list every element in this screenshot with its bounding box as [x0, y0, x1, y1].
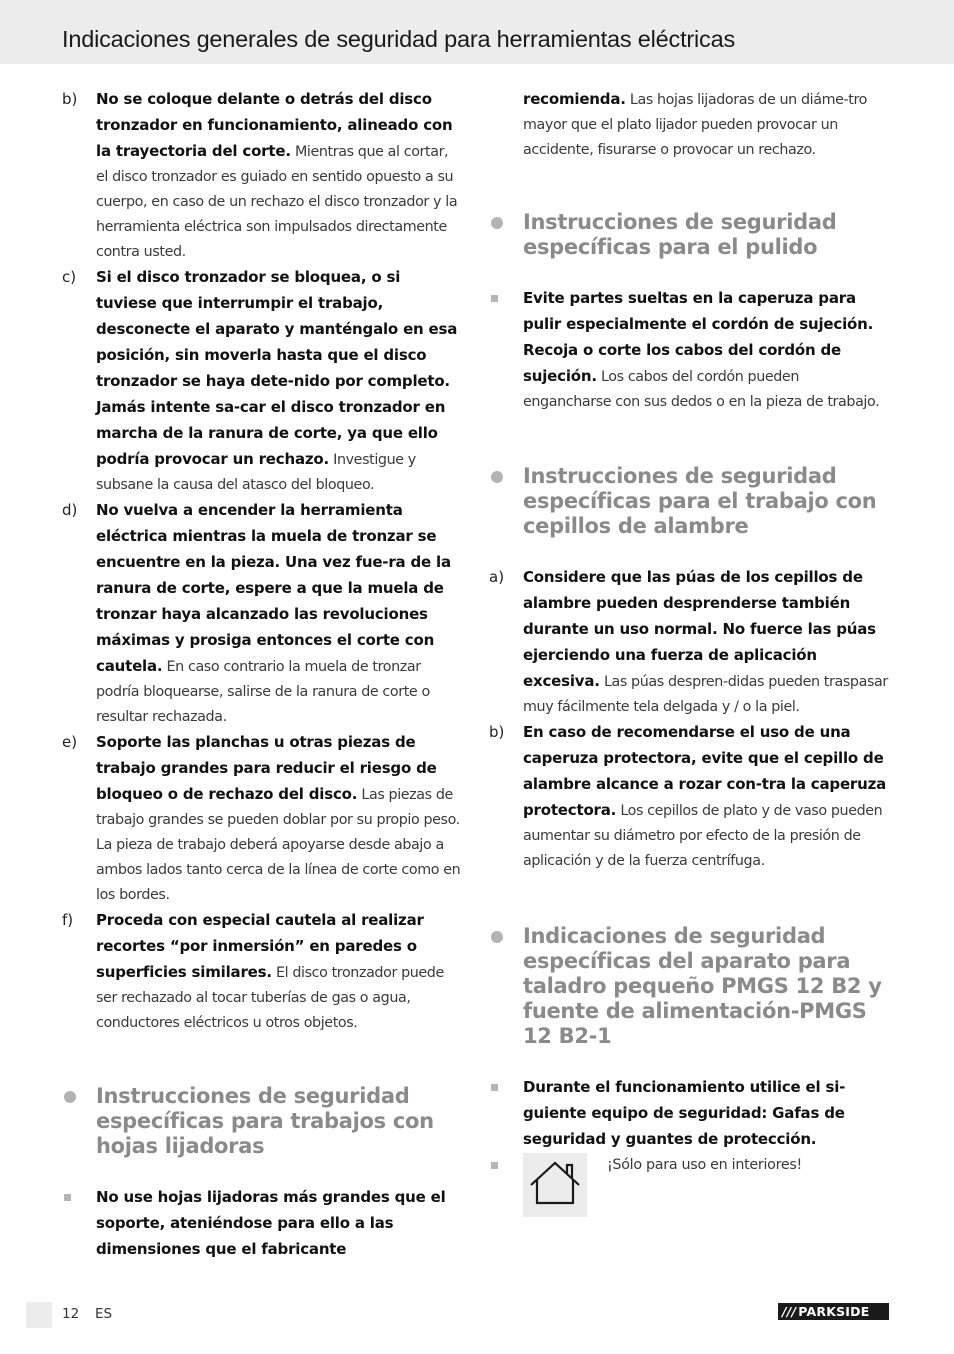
- brand-slashes: ///: [782, 1304, 797, 1319]
- item-bold-text: Durante el funcionamiento utilice el si-guiente equipo de seguridad: Gafas de seguridad y guantes de protección.: [523, 1078, 846, 1148]
- item-marker: b): [489, 723, 505, 741]
- footer-marker: [26, 1302, 52, 1328]
- list-item: [62, 1185, 464, 1263]
- brand-name: PARKSIDE: [798, 1304, 870, 1319]
- section-heading-polishing: Instrucciones de seguridad específicas para el pulido: [489, 210, 891, 260]
- left-column: [62, 87, 464, 1263]
- bullet-dot-icon: [64, 1091, 76, 1103]
- list-item: [489, 565, 891, 720]
- item-marker: e): [62, 733, 78, 751]
- square-bullet-icon: [491, 1084, 498, 1091]
- item-bold-text: Soporte las planchas u otras piezas de trabajo grandes para reducir el riesgo de bloqueo o de rechazo del disco.: [96, 733, 437, 803]
- language-code: ES: [95, 1306, 113, 1322]
- list-item: [62, 730, 464, 908]
- item-bold-text: No vuelva a encender la herramienta eléctrica mientras la muela de tronzar se encuentre en la pieza. Una vez fue-ra de la ranura de corte, espere a que la muela de tronzar haya alcanzado las revoluciones máximas y prosiga entonces el corte con cautela.: [96, 501, 451, 675]
- list-item: [489, 286, 891, 415]
- item-text: Las púas despren-didas pueden traspasar muy fácilmente tela delgada y / o la piel.: [523, 674, 888, 715]
- list-item: [62, 908, 464, 1036]
- square-bullet-icon: [64, 1194, 71, 1201]
- item-text: Las hojas lijadoras de un diáme-tro mayor que el plato lijador pueden provocar un accidente, fisurarse o provocar un rechazo.: [523, 92, 867, 158]
- list-item: [489, 1075, 891, 1153]
- list-item: [62, 498, 464, 730]
- square-bullet-icon: [491, 295, 498, 302]
- item-bold-text: En caso de recomendarse el uso de una caperuza protectora, evite que el cepillo de alambre alcance a rozar con-tra la caperuza protectora.: [523, 723, 887, 819]
- item-bold-text: Considere que las púas de los cepillos de alambre pueden desprenderse también durante un uso normal. No fuerce las púas ejerciendo una fuerza de aplicación excesiva.: [523, 568, 876, 690]
- list-item: [489, 720, 891, 874]
- list-item: [62, 87, 464, 265]
- item-text: El disco tronzador puede ser rechazado al tocar tuberías de gas o agua, conductores eléctricos u otros objetos.: [96, 965, 444, 1031]
- bullet-dot-icon: [491, 471, 503, 483]
- bullet-dot-icon: [491, 931, 503, 943]
- item-marker: f): [62, 911, 74, 929]
- item-marker: d): [62, 501, 78, 519]
- item-bold-text: Evite partes sueltas en la caperuza para pulir especialmente el cordón de sujeción. Recoja o corte los cabos del cordón de sujeción.: [523, 289, 874, 385]
- section-heading-wire-brush: Instrucciones de seguridad específicas para el trabajo con cepillos de alambre: [489, 464, 891, 539]
- item-text: Los cabos del cordón pueden engancharse con sus dedos o en la pieza de trabajo.: [523, 369, 880, 410]
- brand-logo: [778, 1303, 889, 1320]
- item-text: En caso contrario la muela de tronzar podría bloquearse, salirse de la ranura de corte o resultar rechazada.: [96, 659, 430, 725]
- item-bold-text: Si el disco tronzador se bloquea, o si tuviese que interrumpir el trabajo, desconecte el aparato y manténgalo en esa posición, sin moverla hasta que el disco tronzador se haya dete-nido por completo. Jamás intente sa-car el disco tronzador en marcha de la ranura de corte, ya que ello podría provocar un rechazo.: [96, 268, 458, 468]
- item-bold-text: Proceda con especial cautela al realizar recortes “por inmersión” en paredes o superficies similares.: [96, 911, 424, 981]
- item-marker: b): [62, 90, 78, 108]
- section-heading-device: Indicaciones de seguridad específicas del aparato para taladro pequeño PMGS 12 B2 y fuente de alimentación-PMGS 12 B2-1: [489, 924, 891, 1049]
- item-text: Investigue y subsane la causa del atasco del bloqueo.: [96, 452, 416, 493]
- house-icon: [523, 1153, 587, 1217]
- item-text: Las piezas de trabajo grandes se pueden doblar por su propio peso. La pieza de trabajo deberá apoyarse desde abajo a ambos lados tanto cerca de la línea de corte como en los bordes.: [96, 787, 461, 903]
- page-title: Indicaciones generales de seguridad para herramientas eléctricas: [62, 26, 736, 52]
- item-bold-text: No se coloque delante o detrás del disco tronzador en funcionamiento, alineado con la trayectoria del corte.: [96, 90, 453, 160]
- right-column: [489, 87, 891, 1223]
- list-item: [62, 265, 464, 498]
- indoor-use-row: [489, 1153, 891, 1223]
- item-bold-text: recomienda.: [523, 90, 626, 108]
- page-number: 12: [62, 1306, 80, 1322]
- item-text: Mientras que al cortar, el disco tronzador es guiado en sentido opuesto a su cuerpo, en caso de un rechazo el disco tronzador y la herramienta eléctrica son impulsados directamente contra usted.: [96, 144, 458, 260]
- bullet-dot-icon: [491, 217, 503, 229]
- item-marker: c): [62, 268, 77, 286]
- section-heading-sanding: Instrucciones de seguridad específicas para trabajos con hojas lijadoras: [62, 1084, 464, 1159]
- indoor-use-label: ¡Sólo para uso en interiores!: [607, 1157, 802, 1173]
- list-item-continuation: [489, 87, 891, 163]
- square-bullet-icon: [491, 1162, 498, 1169]
- item-text: Los cepillos de plato y de vaso pueden aumentar su diámetro por efecto de la presión de aplicación y de la fuerza centrífuga.: [523, 803, 883, 869]
- item-bold-text: No use hojas lijadoras más grandes que el soporte, ateniéndose para ello a las dimensiones que el fabricante: [96, 1188, 446, 1258]
- item-marker: a): [489, 568, 505, 586]
